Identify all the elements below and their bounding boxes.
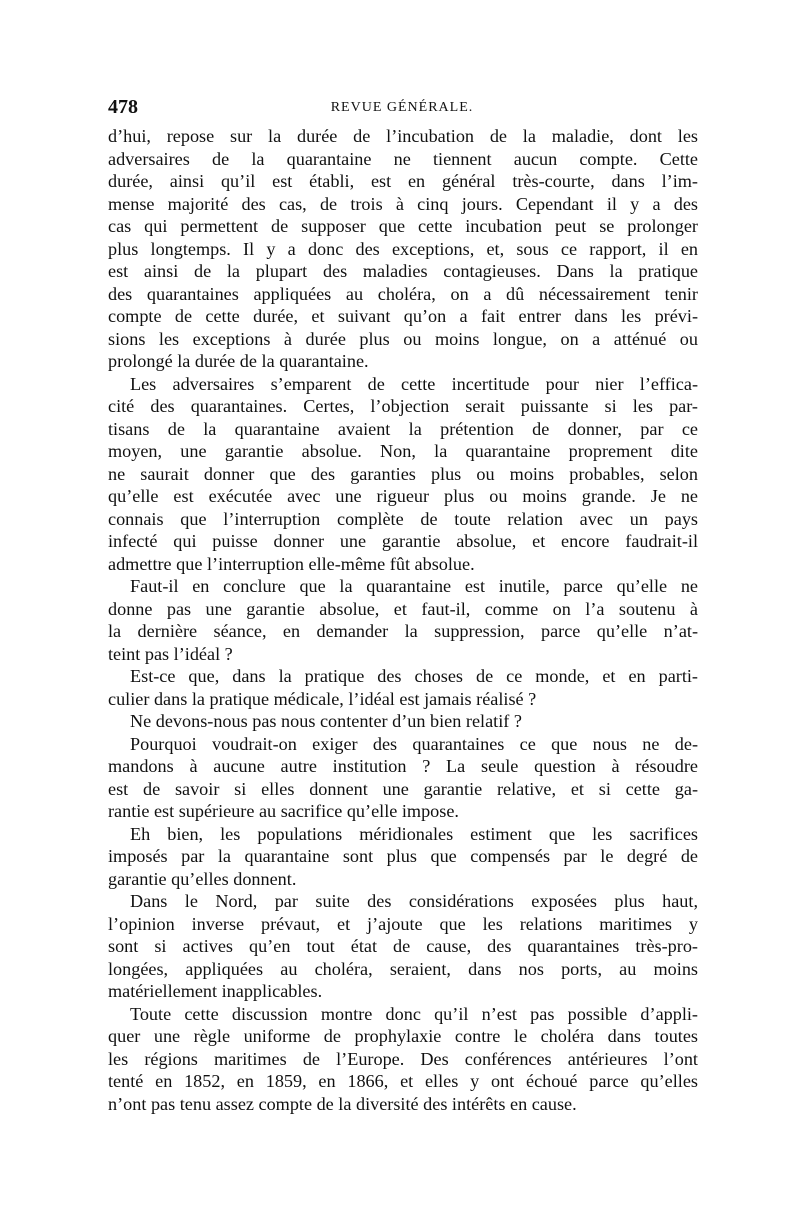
running-title: REVUE GÉNÉRALE. <box>330 100 474 115</box>
text-line: cité des quarantaines. Certes, l’objection serait puissante si les par- <box>108 396 698 416</box>
text-line: plus longtemps. Il y a donc des exceptions, et, sous ce rapport, il en <box>108 238 698 259</box>
text-line: teint pas l’idéal ? <box>108 643 233 664</box>
text-line: Eh bien, les populations méridionales estiment que les sacrifices <box>130 823 698 844</box>
text-line: des quarantaines appliquées au choléra, on a dû nécessairement tenir <box>108 283 698 304</box>
text-line: tenté en 1852, en 1859, en 1866, et elles y ont échoué parce qu’elles <box>108 1071 698 1091</box>
page-header <box>108 96 696 126</box>
body-text <box>108 125 698 1115</box>
text-line: qu’elle est exécutée avec une rigueur plus ou moins grande. Je ne <box>108 486 698 506</box>
text-line: Dans le Nord, par suite des considérations exposées plus haut, <box>130 891 698 911</box>
text-line: culier dans la pratique médicale, l’idéal est jamais réalisé ? <box>108 688 537 709</box>
page-number: 478 <box>108 96 138 118</box>
text-line: donne pas une garantie absolue, et faut-il, comme on l’a soutenu à <box>108 598 698 619</box>
text-line: rantie est supérieure au sacrifice qu’elle impose. <box>108 801 459 821</box>
text-line: adversaires de la quarantaine ne tiennent aucun compte. Cette <box>108 148 698 169</box>
text-line: Faut-il en conclure que la quarantaine est inutile, parce qu’elle ne <box>130 576 698 596</box>
text-line: sions les exceptions à durée plus ou moins longue, on a atténué ou <box>108 328 698 349</box>
text-line: durée, ainsi qu’il est établi, est en général très-courte, dans l’im- <box>108 171 698 191</box>
text-line: est de savoir si elles donnent une garantie relative, et si cette ga- <box>108 778 698 799</box>
text-line: compte de cette durée, et suivant qu’on a fait entrer dans les prévi- <box>108 306 698 326</box>
text-line: garantie qu’elles donnent. <box>108 868 297 889</box>
text-line: connais que l’interruption complète de toute relation avec un pays <box>108 508 698 529</box>
text-line: ne saurait donner que des garanties plus ou moins probables, selon <box>108 463 698 484</box>
text-line: mandons à aucune autre institution ? La seule question à résoudre <box>108 756 698 776</box>
text-line: longées, appliquées au choléra, seraient, dans nos ports, au moins <box>108 958 698 979</box>
text-line: mense majorité des cas, de trois à cinq jours. Cependant il y a des <box>108 193 698 214</box>
text-line: sont si actives qu’en tout état de cause, des quarantaines très-pro- <box>108 936 698 956</box>
text-line: imposés par la quarantaine sont plus que compensés par le degré de <box>108 846 698 866</box>
text-line: tisans de la quarantaine avaient la prétention de donner, par ce <box>108 418 698 439</box>
text-line: la dernière séance, en demander la suppression, parce qu’elle n’at- <box>108 621 698 641</box>
text-line: Pourquoi voudrait-on exiger des quarantaines ce que nous ne de- <box>130 733 698 754</box>
text-line: n’ont pas tenu assez compte de la diversité des intérêts en cause. <box>108 1093 577 1114</box>
text-line: moyen, une garantie absolue. Non, la quarantaine proprement dite <box>108 441 698 461</box>
text-line: cas qui permettent de supposer que cette incubation peut se prolonger <box>108 216 698 236</box>
text-line: quer une règle uniforme de prophylaxie contre le choléra dans toutes <box>108 1026 698 1046</box>
text-line: admettre que l’interruption elle-même fût absolue. <box>108 553 475 574</box>
text-line: Toute cette discussion montre donc qu’il n’est pas possible d’appli- <box>130 1003 698 1024</box>
text-line: infecté qui puisse donner une garantie absolue, et encore faudrait-il <box>108 531 698 551</box>
text-line: est ainsi de la plupart des maladies contagieuses. Dans la pratique <box>108 261 698 281</box>
text-line: prolongé la durée de la quarantaine. <box>108 351 369 371</box>
text-line: matériellement inapplicables. <box>108 981 323 1001</box>
text-line: les régions maritimes de l’Europe. Des conférences antérieures l’ont <box>108 1048 698 1069</box>
text-line: Ne devons-nous pas nous contenter d’un bien relatif ? <box>130 711 522 731</box>
text-line: Est-ce que, dans la pratique des choses de ce monde, et en parti- <box>130 666 698 686</box>
text-line: Les adversaires s’emparent de cette incertitude pour nier l’effica- <box>130 373 698 394</box>
text-line: d’hui, repose sur la durée de l’incubation de la maladie, dont les <box>108 126 698 146</box>
text-line: l’opinion inverse prévaut, et j’ajoute que les relations maritimes y <box>108 913 698 934</box>
